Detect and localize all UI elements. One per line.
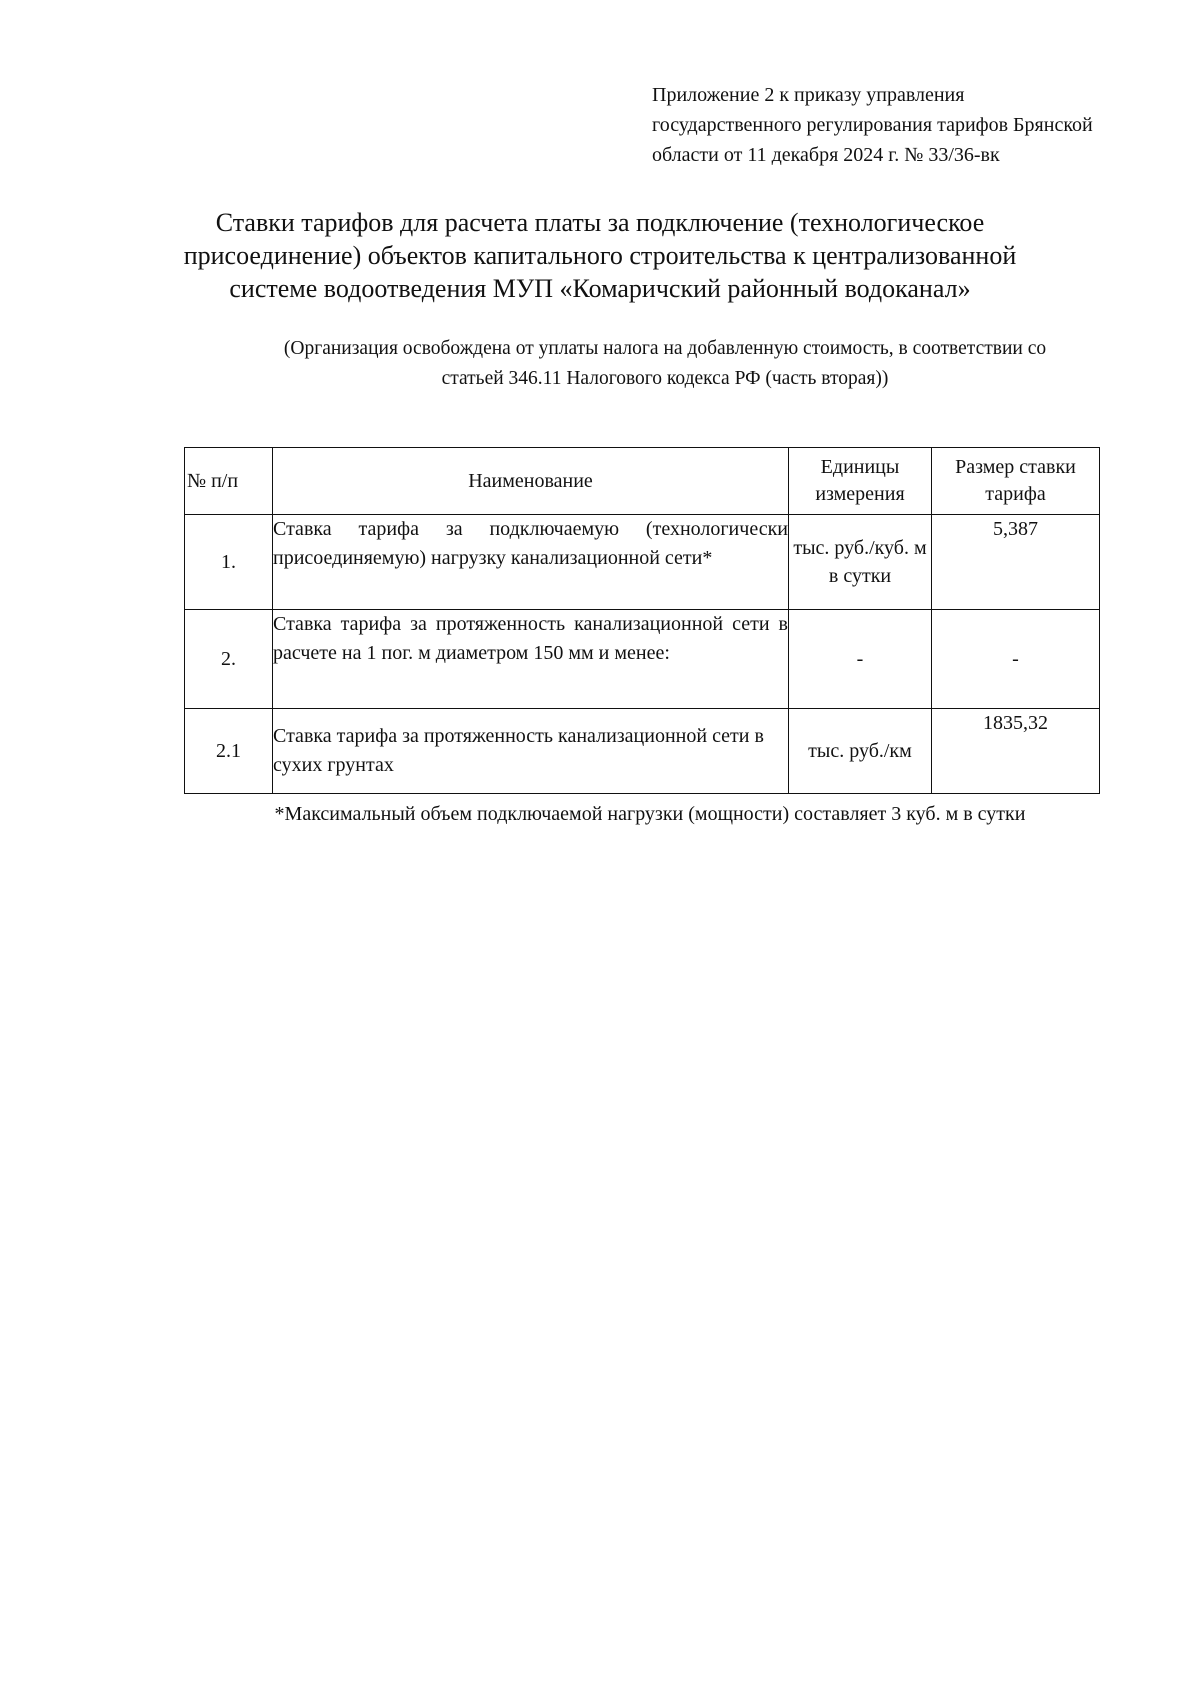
table-row: [185, 709, 1100, 794]
appendix-line-1: Приложение 2 к приказу управления: [652, 84, 965, 106]
row-unit: тыс. руб./км: [789, 709, 932, 794]
title-line-2: присоединение) объектов капитального строительства к централизованной: [183, 241, 1017, 270]
row-name: Ставка тарифа за протяженность канализационной сети в расчете на 1 пог. м диаметром 150 мм и менее:: [273, 610, 789, 709]
header-num: № п/п: [185, 448, 273, 515]
row-unit: тыс. руб./куб. м в сутки: [789, 515, 932, 610]
row-num: 2.1: [185, 709, 273, 794]
vat-note: [200, 334, 1130, 394]
row-name: Ставка тарифа за подключаемую (технологически присоединяемую) нагрузку канализационной сети*: [273, 515, 789, 610]
vat-note-line-1: (Организация освобождена от уплаты налога на добавленную стоимость, в соответствии со: [283, 338, 1047, 359]
row-unit: -: [789, 610, 932, 709]
appendix-header: [652, 80, 1172, 170]
title-line-3: системе водоотведения МУП «Комаричский районный водоканал»: [229, 274, 971, 303]
document-title: [150, 206, 1050, 305]
row-rate: 5,387: [932, 515, 1100, 610]
header-name: Наименование: [273, 448, 789, 515]
appendix-line-2: государственного регулирования тарифов Брянской: [652, 114, 1093, 136]
title-line-1: Ставки тарифов для расчета платы за подключение (технологическое: [215, 208, 985, 237]
vat-note-line-2: статьей 346.11 Налогового кодекса РФ (часть вторая)): [441, 368, 889, 389]
row-rate: -: [932, 610, 1100, 709]
header-rate: Размер ставки тарифа: [932, 448, 1100, 515]
row-name: Ставка тарифа за протяженность канализационной сети в сухих грунтах: [273, 709, 789, 794]
appendix-line-3: области от 11 декабря 2024 г. № 33/36-вк: [652, 144, 1000, 166]
row-num: 1.: [185, 515, 273, 610]
table-row: [185, 610, 1100, 709]
row-rate: 1835,32: [932, 709, 1100, 794]
table-row: [185, 515, 1100, 610]
footnote: *Максимальный объем подключаемой нагрузки (мощности) составляет 3 куб. м в сутки: [274, 803, 1026, 825]
header-unit: Единицы измерения: [789, 448, 932, 515]
table-header-row: [185, 448, 1100, 515]
tariff-table: [184, 447, 1100, 794]
row-num: 2.: [185, 610, 273, 709]
